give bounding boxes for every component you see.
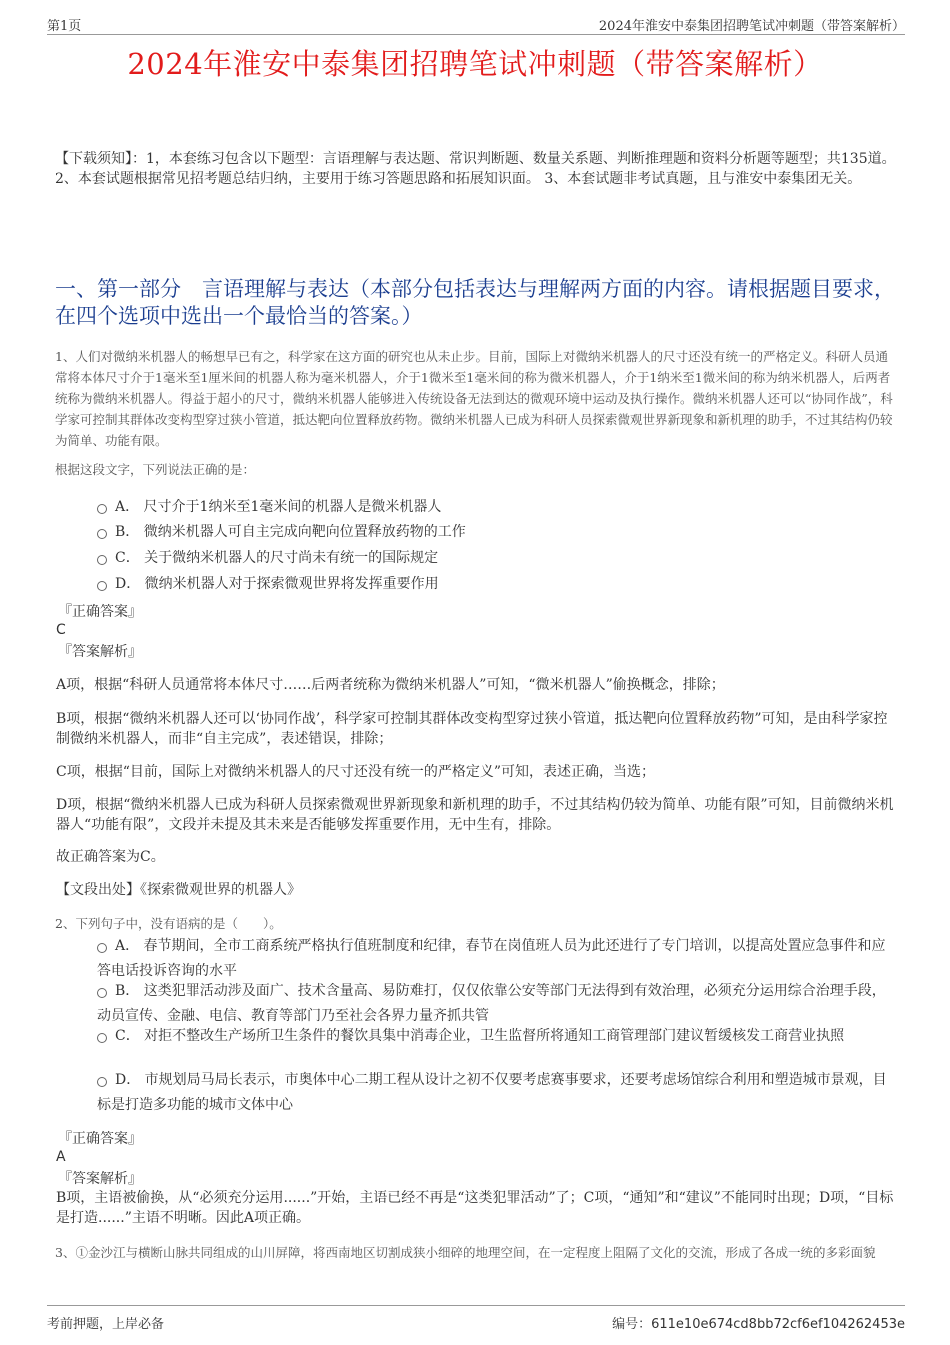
q2-analysis-label: 『答案解析』 (58, 1171, 142, 1187)
question-2-prompt: 2、下列句子中，没有语病的是（ ）。 (55, 916, 282, 931)
q1-option-a[interactable]: A． 尺寸介于1纳米至1毫米间的机器人是微米机器人 (97, 495, 887, 520)
q1-option-c[interactable]: C． 关于微纳米机器人的尺寸尚未有统一的国际规定 (97, 546, 887, 571)
q1-option-b[interactable]: B． 微纳米机器人可自主完成向靶向位置释放药物的工作 (97, 520, 887, 545)
q1-option-d[interactable]: D． 微纳米机器人对于探索微观世界将发挥重要作用 (97, 572, 887, 597)
download-notice: 【下载须知】：1，本套练习包含以下题型：言语理解与表达题、常识判断题、数量关系题、判断推理题和资料分析题等题型；共135道。 2、本套试题根据常见招考题总结归纳，主要用于练习答题思路和拓展知识面。 3、本套试题非考试真题，且与淮安中泰集团无关。 (55, 151, 896, 187)
footer-slogan: 考前押题，上岸必备 (47, 1317, 165, 1332)
radio-icon[interactable] (97, 504, 107, 514)
q2-option-c[interactable]: C． 对拒不整改生产场所卫生条件的餐饮具集中消毒企业，卫生监督所将通知工商管理部门建议暂缓核发工商营业执照 (97, 1024, 887, 1049)
radio-icon[interactable] (97, 943, 107, 953)
radio-icon[interactable] (97, 1077, 107, 1087)
q1-analysis-a: A项，根据“科研人员通常将本体尺寸……后两者统称为微纳米机器人”可知，“微米机器人”偷换概念，排除； (56, 677, 725, 693)
q1-conclusion: 故正确答案为C。 (56, 849, 165, 865)
radio-icon[interactable] (97, 988, 107, 998)
page-number: 第1页 (47, 19, 82, 34)
page-title: 2024年淮安中泰集团招聘笔试冲刺题（带答案解析） (127, 47, 823, 81)
page-header (47, 14, 905, 35)
question-1-prompt: 根据这段文字，下列说法正确的是： (55, 462, 256, 477)
radio-icon[interactable] (97, 581, 107, 591)
q1-answer-label: 『正确答案』 (58, 604, 142, 620)
q2-option-a[interactable]: A． 春节期间，全市工商系统严格执行值班制度和纪律，春节在岗值班人员为此还进行了专门培训，以提高处置应急事件和应答电话投诉咨询的水平 (97, 938, 886, 979)
q2-option-b[interactable]: B． 这类犯罪活动涉及面广、技术含量高、易防难打，仅仅依靠公安等部门无法得到有效治理，必须充分运用综合治理手段，动员宣传、金融、电信、教育等部门乃至社会各界力量齐抓共管 (97, 983, 886, 1024)
q1-answer: C (56, 622, 66, 638)
q1-analysis-b: B项，根据“微纳米机器人还可以‘协同作战’，科学家可控制其群体改变构型穿过狭小管道，抵达靶向位置释放药物”可知，是由科学家控制微纳米机器人，而非“自主完成”，表述错误，排除； (56, 711, 888, 747)
question-3-passage: 3、①金沙江与横断山脉共同组成的山川屏障，将西南地区切割成狭小细碎的地理空间，在一定程度上阻隔了文化的交流，形成了各成一统的多彩面貌 (55, 1245, 876, 1260)
footer-code: 611e10e674cd8bb72cf6ef104262453e (651, 1317, 905, 1332)
section-heading: 一、第一部分 言语理解与表达（本部分包括表达与理解两方面的内容。请根据题目要求，在四个选项中选出一个最恰当的答案。） (55, 277, 895, 328)
q2-analysis: B项，主语被偷换，从“必须充分运用......”开始，主语已经不再是“这类犯罪活动”了；C项，“通知”和“建议”不能同时出现；D项，“目标是打造......”主语不明晰。因此A项正确。 (56, 1190, 894, 1226)
q1-source: 【文段出处】《探索微观世界的机器人》 (56, 882, 301, 898)
q2-option-d[interactable]: D． 市规划局马局长表示，市奥体中心二期工程从设计之初不仅要考虑赛事要求，还要考虑场馆综合利用和塑造城市景观，目标是打造多功能的城市文体中心 (97, 1072, 887, 1113)
q1-analysis-label: 『答案解析』 (58, 644, 142, 660)
question-1-passage: 1、人们对微纳米机器人的畅想早已有之，科学家在这方面的研究也从未止步。目前，国际上对微纳米机器人的尺寸还没有统一的严格定义。科研人员通常将本体尺寸介于1毫米至1厘米间的机器人称为毫米机器人，介于1微米至1毫米间的称为微米机器人，介于1纳米至1微米间的称为纳米机器人，后两者统称为微纳米机器人。得益于超小的尺寸，微纳米机器人能够进入传统设备无法到达的微观环境中运动及执行操作。微纳米机器人还可以“协同作战”，科学家可控制其群体改变构型穿过狭小管道，抵达靶向位置释放药物。微纳米机器人已成为科研人员探索微观世界新现象和新机理的助手，不过其结构仍较为简单、功能有限。 (55, 349, 893, 448)
q1-analysis-d: D项，根据“微纳米机器人已成为科研人员探索微观世界新现象和新机理的助手，不过其结构仍较为简单、功能有限”可知，目前微纳米机器人“功能有限”，文段并未提及其未来是否能够发挥重要作用，无中生有，排除。 (56, 797, 894, 833)
q2-answer-label: 『正确答案』 (58, 1131, 142, 1147)
radio-icon[interactable] (97, 1033, 107, 1043)
footer-id: 编号：611e10e674cd8bb72cf6ef104262453e (612, 1317, 905, 1332)
q1-analysis-c: C项，根据“目前，国际上对微纳米机器人的尺寸还没有统一的严格定义”可知，表述正确，当选； (56, 764, 656, 780)
radio-icon[interactable] (97, 529, 107, 539)
radio-icon[interactable] (97, 555, 107, 565)
page-footer (47, 1305, 905, 1336)
header-doc-title: 2024年淮安中泰集团招聘笔试冲刺题（带答案解析） (598, 19, 905, 34)
q2-answer: A (56, 1149, 66, 1165)
